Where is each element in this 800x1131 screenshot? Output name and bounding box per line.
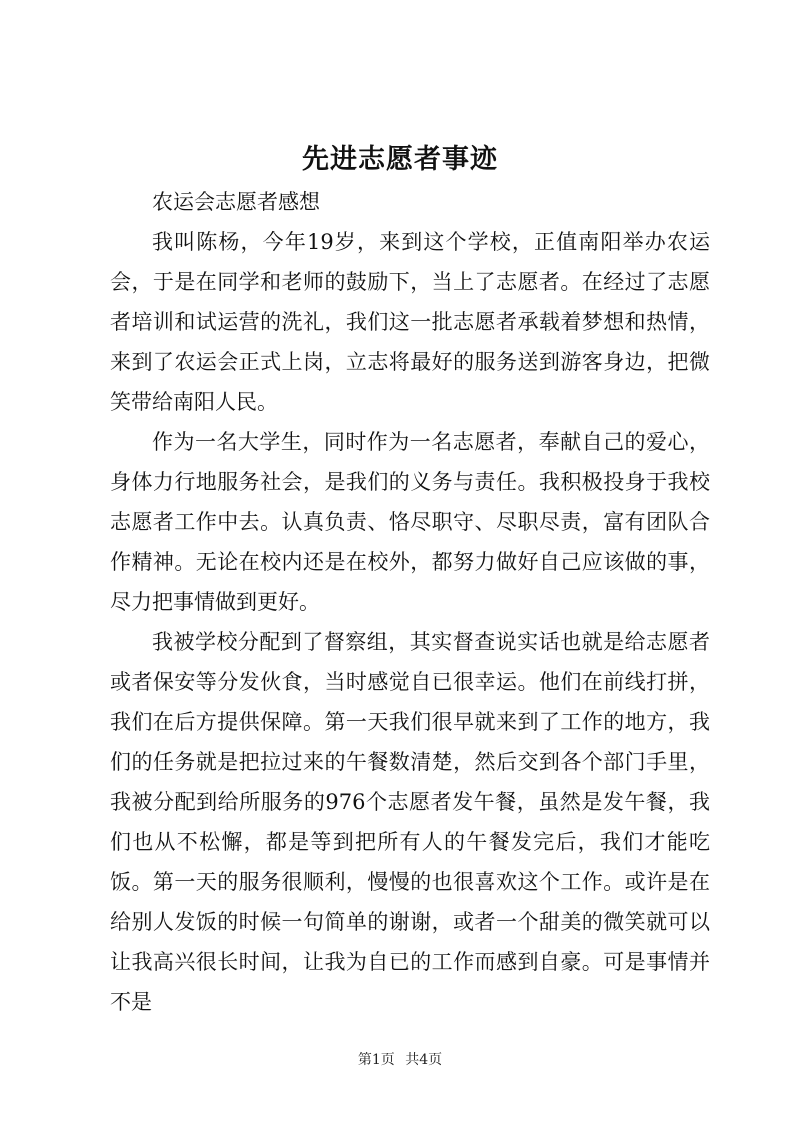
page-footer xyxy=(0,1050,800,1070)
document-body xyxy=(110,182,710,1022)
page-total: 共4页 xyxy=(405,1052,443,1068)
paragraph-1: 我叫陈杨，今年19岁，来到这个学校，正值南阳举办农运会，于是在同学和老师的鼓励下，当上了志愿者。在经过了志愿者培训和试运营的洗礼，我们这一批志愿者承载着梦想和热情，来到了农运会正式上岗，立志将最好的服务送到游客身边，把微笑带给南阳人民。 xyxy=(110,230,710,414)
document-subtitle: 农运会志愿者感想 xyxy=(152,190,320,214)
paragraph-3: 我被学校分配到了督察组，其实督查说实话也就是给志愿者或者保安等分发伙食，当时感觉自已很幸运。他们在前线打拼，我们在后方提供保障。第一天我们很早就来到了工作的地方，我们的任务就是把拉过来的午餐数清楚，然后交到各个部门手里，我被分配到给所服务的976个志愿者发午餐，虽然是发午餐，我们也从不松懈，都是等到把所有人的午餐发完后，我们才能吃饭。第一天的服务很顺利，慢慢的也很喜欢这个工作。或许是在给别人发饭的时候一句简单的谢谢，或者一个甜美的微笑就可以让我高兴很长时间，让我为自已的工作而感到自豪。可是事情并不是 xyxy=(110,630,710,1014)
document-title: 先进志愿者事迹 xyxy=(302,144,498,175)
paragraph-2: 作为一名大学生，同时作为一名志愿者，奉献自己的爱心，身体力行地服务社会，是我们的义务与责任。我积极投身于我校志愿者工作中去。认真负责、恪尽职守、尽职尽责，富有团队合作精神。无论在校内还是在校外，都努力做好自己应该做的事，尽力把事情做到更好。 xyxy=(110,430,710,614)
page-number: 第1页 xyxy=(357,1052,395,1068)
